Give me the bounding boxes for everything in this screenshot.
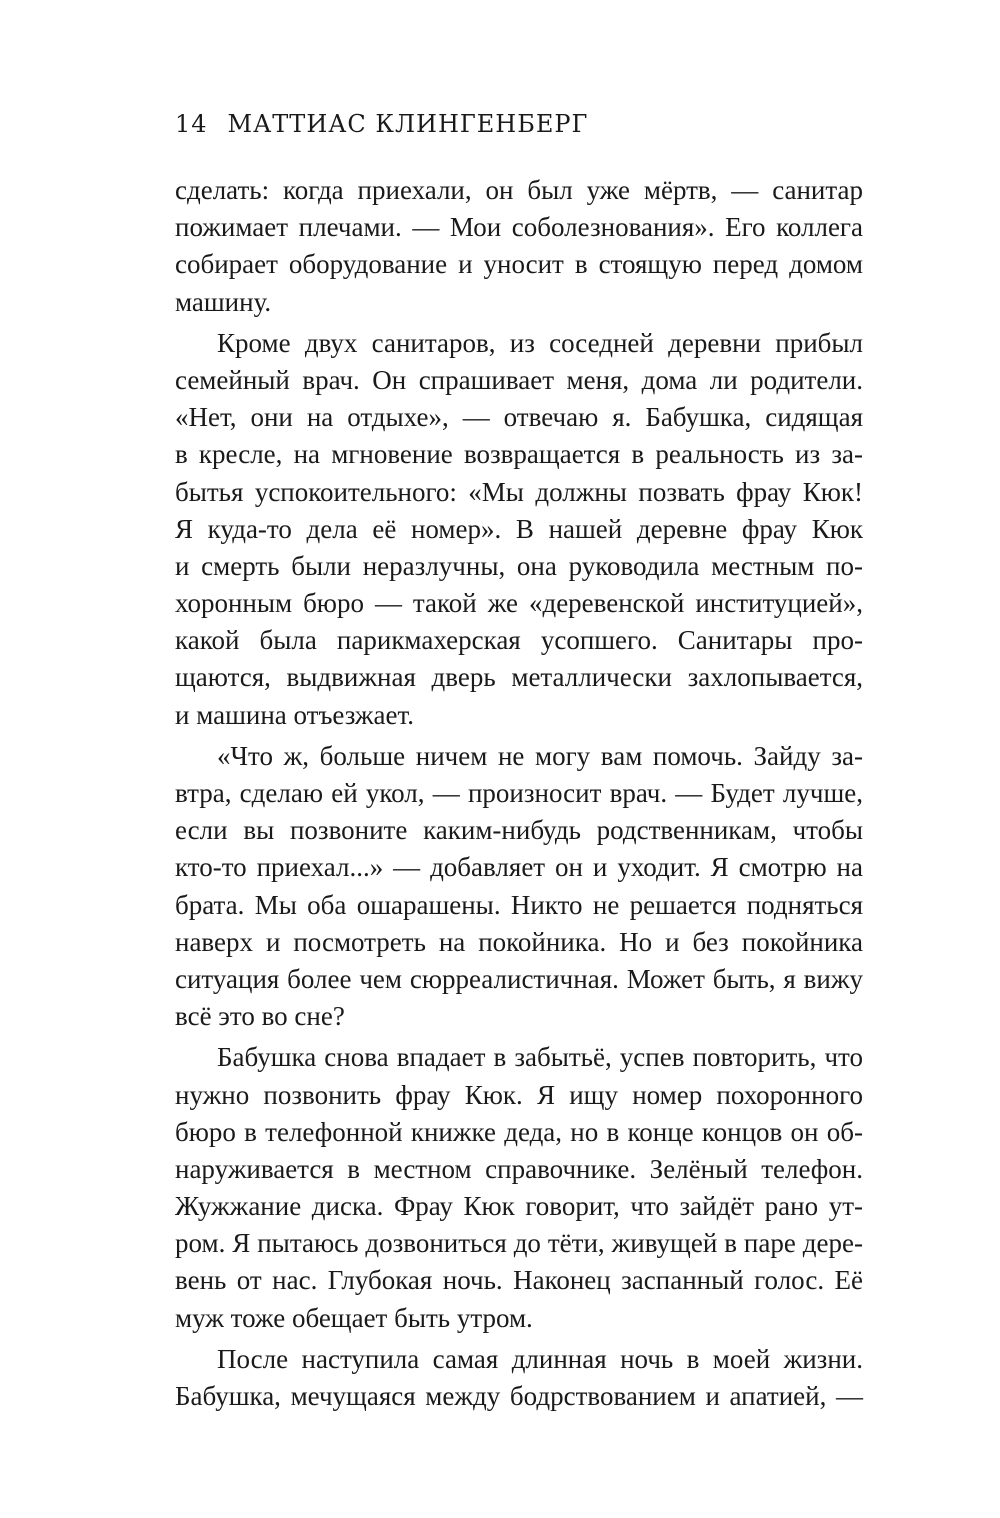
text-line: ром. Я пытаюсь дозвониться до тёти, живущей в паре дере- — [175, 1228, 863, 1259]
paragraph — [175, 172, 863, 321]
running-head — [175, 106, 588, 142]
body-text — [175, 172, 863, 1415]
text-line: Я куда-то дела её номер». В нашей деревне фрау Кюк — [175, 513, 863, 544]
text-line: бытья успокоительного: «Мы должны позвать фрау Кюк! — [175, 476, 863, 507]
text-line: ситуация более чем сюрреалистичная. Может быть, я вижу — [175, 963, 863, 994]
text-line: Жужжание диска. Фрау Кюк говорит, что зайдёт рано ут- — [175, 1191, 863, 1222]
text-line: всё это во сне? — [175, 1001, 345, 1032]
text-line: какой была парикмахерская усопшего. Санитары про- — [175, 625, 863, 656]
paragraph — [175, 1341, 863, 1415]
page-number: 14 — [175, 110, 208, 138]
paragraph — [175, 738, 863, 1036]
text-line: брата. Мы оба ошарашены. Никто не решается подняться — [175, 889, 863, 920]
text-line: «Нет, они на отдыхе», — отвечаю я. Бабушка, сидящая — [175, 402, 863, 433]
text-line: После наступила самая длинная ночь в моей жизни. — [217, 1343, 863, 1374]
text-line: вень от нас. Глубокая ночь. Наконец заспанный голос. Её — [175, 1265, 863, 1296]
text-line: и машина отъезжает. — [175, 699, 415, 730]
text-line: пожимает плечами. — Мои соболезнования». Его коллега — [175, 212, 863, 243]
text-line: Бабушка снова впадает в забытьё, успев повторить, что — [217, 1042, 863, 1073]
text-line: сделать: когда приехали, он был уже мёртв, — санитар — [175, 175, 863, 205]
author-name: МАТТИАС КЛИНГЕНБЕРГ — [227, 110, 589, 138]
text-line: «Что ж, больше ничем не могу вам помочь. Зайду за- — [217, 740, 863, 771]
text-line: семейный врач. Он спрашивает меня, дома ли родители. — [175, 364, 863, 395]
text-line: собирает оборудование и уносит в стоящую перед домом — [175, 249, 863, 280]
text-line: наверх и посмотреть на покойника. Но и без покойника — [175, 926, 863, 957]
text-line: машину. — [175, 286, 272, 317]
text-line: Бабушка, мечущаяся между бодрствованием и апатией, — — [175, 1381, 863, 1411]
text-line: наруживается в местном справочнике. Зелёный телефон. — [175, 1153, 863, 1184]
text-line: Кроме двух санитаров, из соседней деревни прибыл — [217, 327, 863, 358]
text-line: кто-то приехал...» — добавляет он и уходит. Я смотрю на — [175, 852, 863, 883]
text-line: муж тоже обещает быть утром. — [175, 1302, 533, 1333]
text-line: в кресле, на мгновение возвращается в реальность из за- — [175, 439, 863, 470]
text-line: если вы позвоните каким-нибудь родственникам, чтобы — [175, 815, 863, 846]
paragraph — [175, 1039, 863, 1337]
text-line: бюро в телефонной книжке деда, но в конце концов он об- — [175, 1116, 863, 1147]
text-line: и смерть были неразлучны, она руководила местным по- — [175, 550, 863, 581]
text-line: щаются, выдвижная дверь металлически захлопывается, — [175, 662, 863, 693]
paragraph — [175, 325, 863, 734]
text-line: втра, сделаю ей укол, — произносит врач. — Будет лучше, — [175, 778, 863, 808]
text-line: нужно позвонить фрау Кюк. Я ищу номер похоронного — [175, 1079, 863, 1110]
text-line: хоронным бюро — такой же «деревенской институцией», — [175, 588, 863, 619]
